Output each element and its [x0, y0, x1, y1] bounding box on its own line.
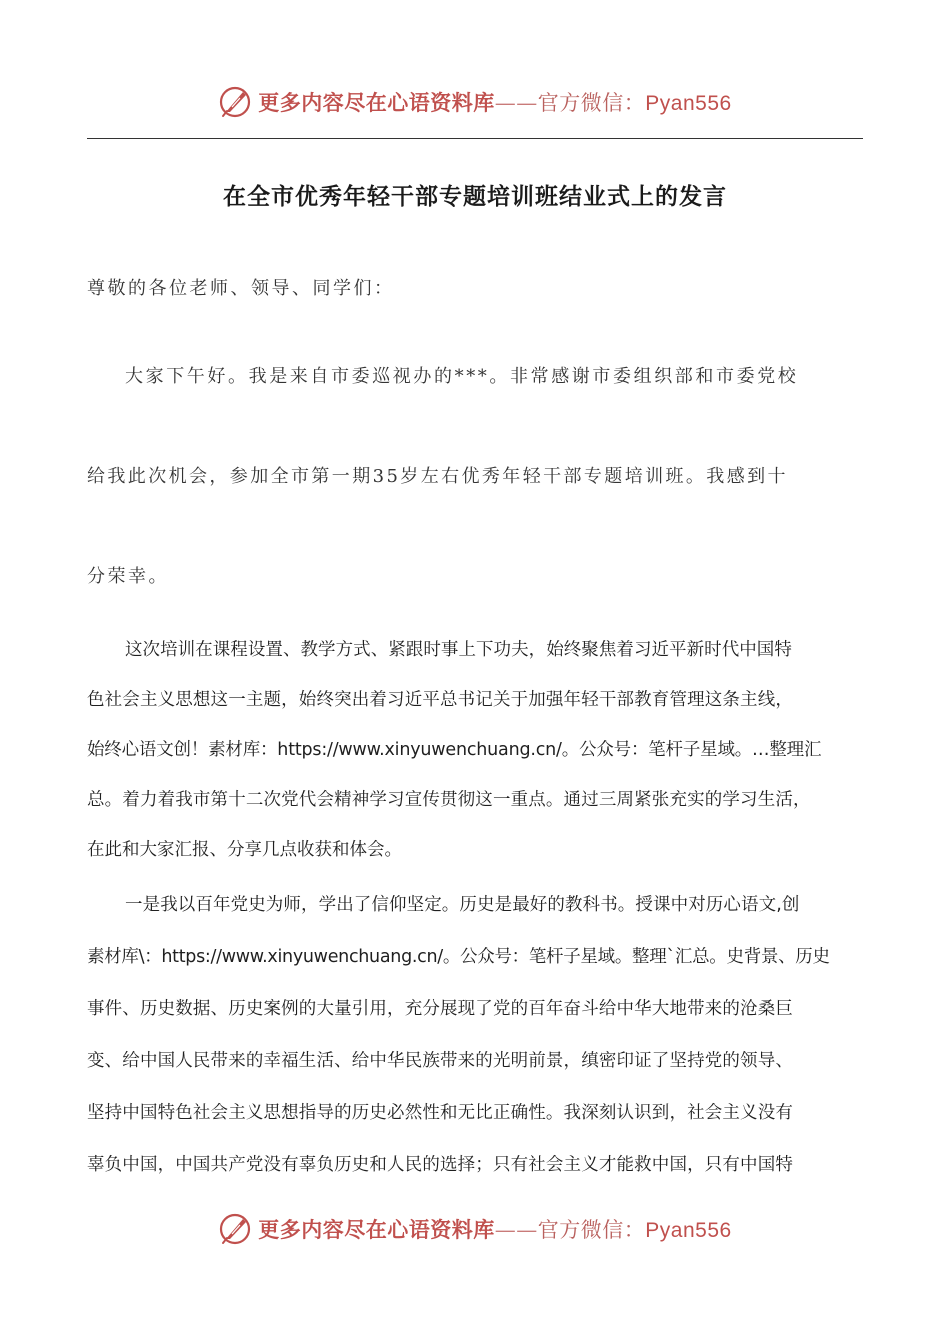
banner-text [258, 1214, 731, 1244]
banner-wechat-id: Pyan556 [645, 92, 732, 115]
quill-pen-icon [218, 1212, 252, 1246]
paragraph-line: 在此和大家汇报、分享几点收获和体会。 [87, 840, 402, 860]
paragraph-line: 大家下午好。我是来自市委巡视办的***。非常感谢市委组织部和市委党校 [125, 366, 799, 387]
paragraph-line: 一是我以百年党史为师，学出了信仰坚定。历史是最好的教科书。授课中对历心语文,创 [125, 895, 800, 915]
banner-label: 官方微信： [537, 1218, 646, 1242]
footer-banner [0, 1207, 950, 1251]
banner-separator: —— [494, 91, 538, 115]
banner-brand: 更多内容尽在心语资料库 [258, 1217, 495, 1242]
paragraph-line: 始终心语文创！素材库：https://www.xinyuwenchuang.cn/。公众号：笔杆子星域。…整理汇 [87, 740, 822, 760]
paragraph-line: 坚持中国特色社会主义思想指导的历史必然性和无比正确性。我深刻认识到，社会主义没有 [87, 1103, 793, 1123]
quill-pen-icon [218, 85, 252, 119]
banner-wechat-id: Pyan556 [645, 1219, 732, 1242]
paragraph-line: 素材库\：https://www.xinyuwenchuang.cn/。公众号：笔杆子星域。整理`汇总。史背景、历史 [87, 947, 830, 967]
paragraph-line: 色社会主义思想这一主题，始终突出着习近平总书记关于加强年轻干部教育管理这条主线， [87, 690, 793, 710]
paragraph-line: 这次培训在课程设置、教学方式、紧跟时事上下功夫，始终聚焦着习近平新时代中国特 [125, 640, 792, 660]
salutation: 尊敬的各位老师、领导、同学们： [87, 278, 395, 299]
header-banner [0, 80, 950, 124]
banner-label: 官方微信： [537, 91, 646, 115]
paragraph-line: 变、给中国人民带来的幸福生活、给中华民族带来的光明前景，缜密印证了坚持党的领导、 [87, 1051, 793, 1071]
banner-text [258, 87, 731, 117]
paragraph-line: 总。着力着我市第十二次党代会精神学习宣传贯彻这一重点。通过三周紧张充实的学习生活， [87, 790, 811, 810]
banner-brand: 更多内容尽在心语资料库 [258, 90, 495, 115]
banner-separator: —— [494, 1218, 538, 1242]
header-divider [87, 138, 863, 139]
paragraph-line: 分荣幸。 [87, 566, 169, 587]
paragraph-line: 给我此次机会，参加全市第一期35岁左右优秀年轻干部专题培训班。我感到十 [87, 466, 788, 487]
paragraph-line: 事件、历史数据、历史案例的大量引用，充分展现了党的百年奋斗给中华大地带来的沧桑巨 [87, 999, 793, 1019]
paragraph-line: 辜负中国，中国共产党没有辜负历史和人民的选择；只有社会主义才能救中国，只有中国特 [87, 1155, 793, 1175]
document-title: 在全市优秀年轻干部专题培训班结业式上的发言 [223, 184, 727, 210]
